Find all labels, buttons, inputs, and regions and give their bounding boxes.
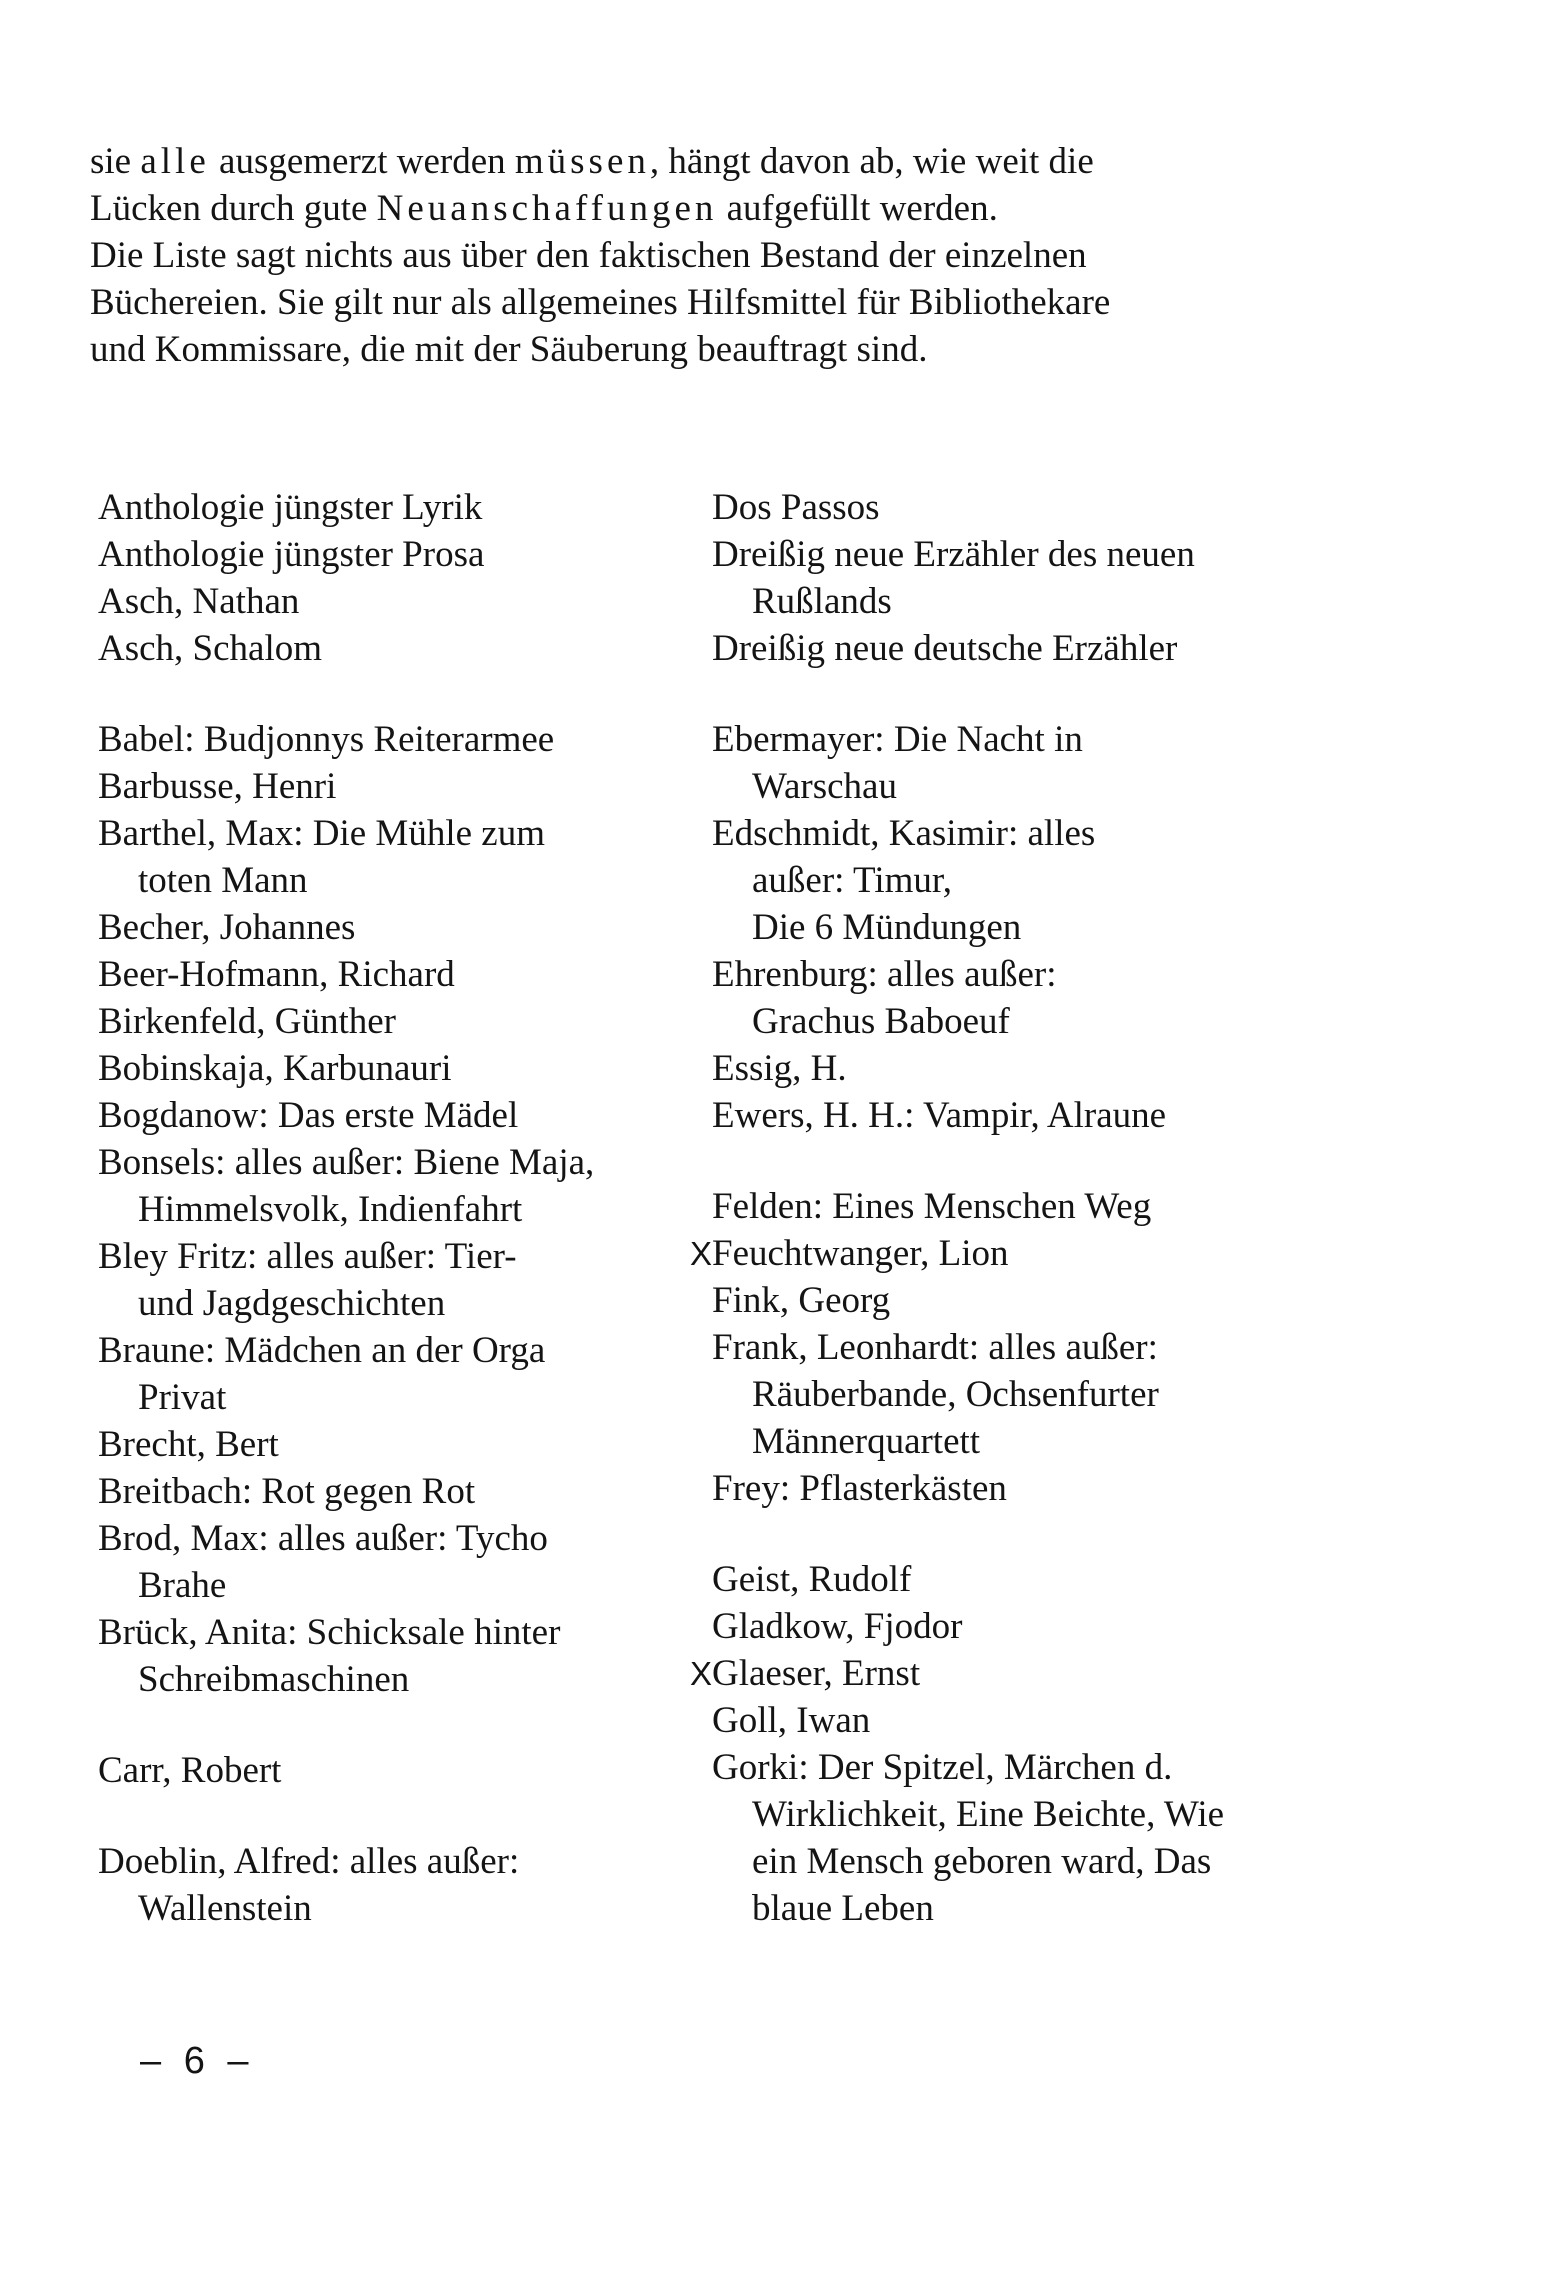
entry-continuation-line: Räuberbande, Ochsenfurter [752, 1374, 1159, 1415]
list-entry [98, 1233, 738, 1327]
intro-text: ausgemerzt werden [209, 141, 515, 182]
intro-line [90, 185, 1330, 232]
list-entry [712, 1697, 1392, 1744]
list-entry [98, 1139, 738, 1233]
emphasized-text: Neuanschaffungen [376, 188, 718, 229]
author-group [98, 716, 738, 1703]
list-entry [712, 810, 1392, 951]
entry-line: Essig, H. [712, 1048, 847, 1089]
entry-continuation-line: Grachus Baboeuf [752, 1001, 1010, 1042]
entry-continuation-line: toten Mann [138, 860, 308, 901]
entry-line: Asch, Nathan [98, 581, 300, 622]
list-entry [712, 1183, 1392, 1230]
list-entry [98, 810, 738, 904]
list-entry [712, 1556, 1392, 1603]
list-entry [712, 1603, 1392, 1650]
entry-continuation-line: außer: Timur, [752, 860, 952, 901]
entry-line: Glaeser, Ernst [712, 1653, 921, 1694]
list-entry [690, 1230, 1392, 1277]
author-group [690, 1556, 1392, 1932]
entry-line: Bogdanow: Das erste Mädel [98, 1095, 519, 1136]
entry-line: Felden: Eines Menschen Weg [712, 1186, 1152, 1227]
intro-text: aufgefüllt werden. [717, 188, 998, 229]
entry-line: Braune: Mädchen an der Orga [98, 1330, 546, 1371]
entry-line: Goll, Iwan [712, 1700, 871, 1741]
intro-line [90, 138, 1330, 185]
list-entry [98, 1421, 738, 1468]
intro-text: und Kommissare, die mit der Säuberung beauftragt sind. [90, 329, 928, 370]
entry-line: Barbusse, Henri [98, 766, 337, 807]
entry-line: Frey: Pflasterkästen [712, 1468, 1007, 1509]
list-entry [98, 1092, 738, 1139]
list-entry [98, 531, 738, 578]
left-column [98, 484, 738, 1976]
handwritten-mark: X [690, 1235, 713, 1272]
entry-line: Brecht, Bert [98, 1424, 279, 1465]
entry-line: Anthologie jüngster Prosa [98, 534, 485, 575]
list-entry [98, 1045, 738, 1092]
entry-continuation-line: Wallenstein [138, 1888, 312, 1929]
list-entry [712, 1465, 1392, 1512]
intro-text: , hängt davon ab, wie weit die [649, 141, 1094, 182]
entry-continuation-line: Warschau [752, 766, 897, 807]
list-entry [98, 1515, 738, 1609]
author-group [98, 484, 738, 672]
list-entry [712, 1092, 1392, 1139]
intro-paragraph [90, 138, 1330, 373]
entry-line: Edschmidt, Kasimir: alles [712, 813, 1096, 854]
list-entry [98, 904, 738, 951]
intro-text: Lücken durch gute [90, 188, 377, 229]
entry-continuation-line: Wirklichkeit, Eine Beichte, Wie [752, 1794, 1225, 1835]
list-entry [98, 484, 738, 531]
author-group [712, 484, 1392, 672]
entry-line: Bley Fritz: alles außer: Tier- [98, 1236, 517, 1277]
entry-line: Ehrenburg: alles außer: [712, 954, 1057, 995]
entry-line: Frank, Leonhardt: alles außer: [712, 1327, 1158, 1368]
entry-line: Barthel, Max: Die Mühle zum [98, 813, 545, 854]
entry-line: Gladkow, Fjodor [712, 1606, 963, 1647]
entry-continuation-line: ein Mensch geboren ward, Das [752, 1841, 1212, 1882]
right-column [690, 484, 1392, 1976]
entry-line: Babel: Budjonnys Reiterarmee [98, 719, 555, 760]
list-entry [712, 625, 1392, 672]
list-entry [98, 625, 738, 672]
list-entry [712, 531, 1392, 625]
handwritten-mark: X [690, 1655, 713, 1692]
entry-line: Beer-Hofmann, Richard [98, 954, 455, 995]
entry-line: Bonsels: alles außer: Biene Maja, [98, 1142, 595, 1183]
list-entry [712, 1045, 1392, 1092]
entry-line: Becher, Johannes [98, 907, 356, 948]
author-group [690, 1183, 1392, 1512]
page-number: – 6 – [140, 2040, 255, 2082]
entry-line: Gorki: Der Spitzel, Märchen d. [712, 1747, 1173, 1788]
entry-line: Anthologie jüngster Lyrik [98, 487, 483, 528]
entry-continuation-line: Privat [138, 1377, 227, 1418]
entry-continuation-line: und Jagdgeschichten [138, 1283, 446, 1324]
entry-line: Dreißig neue Erzähler des neuen [712, 534, 1195, 575]
entry-line: Ewers, H. H.: Vampir, Alraune [712, 1095, 1167, 1136]
list-entry [98, 1327, 738, 1421]
entry-line: Dos Passos [712, 487, 880, 528]
list-entry [98, 1838, 738, 1932]
entry-line: Dreißig neue deutsche Erzähler [712, 628, 1178, 669]
list-entry [98, 1468, 738, 1515]
intro-text: Büchereien. Sie gilt nur als allgemeines Hilfsmittel für Bibliothekare [90, 282, 1111, 323]
list-entry [98, 998, 738, 1045]
entry-line: Feuchtwanger, Lion [712, 1233, 1009, 1274]
entry-continuation-line: Himmelsvolk, Indienfahrt [138, 1189, 523, 1230]
list-entry [712, 951, 1392, 1045]
entry-continuation-line: blaue Leben [752, 1888, 934, 1929]
intro-text: sie [90, 141, 141, 182]
entry-line: Birkenfeld, Günther [98, 1001, 396, 1042]
entry-line: Fink, Georg [712, 1280, 891, 1321]
list-entry [712, 1324, 1392, 1465]
intro-line [90, 279, 1330, 326]
list-entry [712, 716, 1392, 810]
entry-line: Carr, Robert [98, 1750, 282, 1791]
entry-continuation-line: Männerquartett [752, 1421, 981, 1462]
entry-line: Ebermayer: Die Nacht in [712, 719, 1083, 760]
intro-line [90, 326, 1330, 373]
entry-continuation-line: Die 6 Mündungen [752, 907, 1022, 948]
list-entry [98, 951, 738, 998]
entry-continuation-line: Brahe [138, 1565, 227, 1606]
entry-line: Brod, Max: alles außer: Tycho [98, 1518, 548, 1559]
list-entry [712, 1744, 1392, 1932]
emphasized-text: alle [140, 141, 210, 182]
author-group [712, 716, 1392, 1139]
list-entry [98, 716, 738, 763]
list-entry [98, 578, 738, 625]
author-group [98, 1838, 738, 1932]
emphasized-text: müssen [514, 141, 650, 182]
intro-line [90, 232, 1330, 279]
list-entry [98, 1747, 738, 1794]
entry-line: Bobinskaja, Karbunauri [98, 1048, 452, 1089]
intro-text: Die Liste sagt nichts aus über den faktischen Bestand der einzelnen [90, 235, 1087, 276]
list-entry [712, 1277, 1392, 1324]
author-group [98, 1747, 738, 1794]
list-entry [98, 763, 738, 810]
entry-line: Brück, Anita: Schicksale hinter [98, 1612, 561, 1653]
entry-line: Geist, Rudolf [712, 1559, 912, 1600]
entry-line: Doeblin, Alfred: alles außer: [98, 1841, 520, 1882]
list-entry [712, 484, 1392, 531]
entry-continuation-line: Schreibmaschinen [138, 1659, 410, 1700]
list-entry [690, 1650, 1392, 1697]
list-entry [98, 1609, 738, 1703]
entry-line: Breitbach: Rot gegen Rot [98, 1471, 476, 1512]
entry-continuation-line: Rußlands [752, 581, 892, 622]
entry-line: Asch, Schalom [98, 628, 323, 669]
